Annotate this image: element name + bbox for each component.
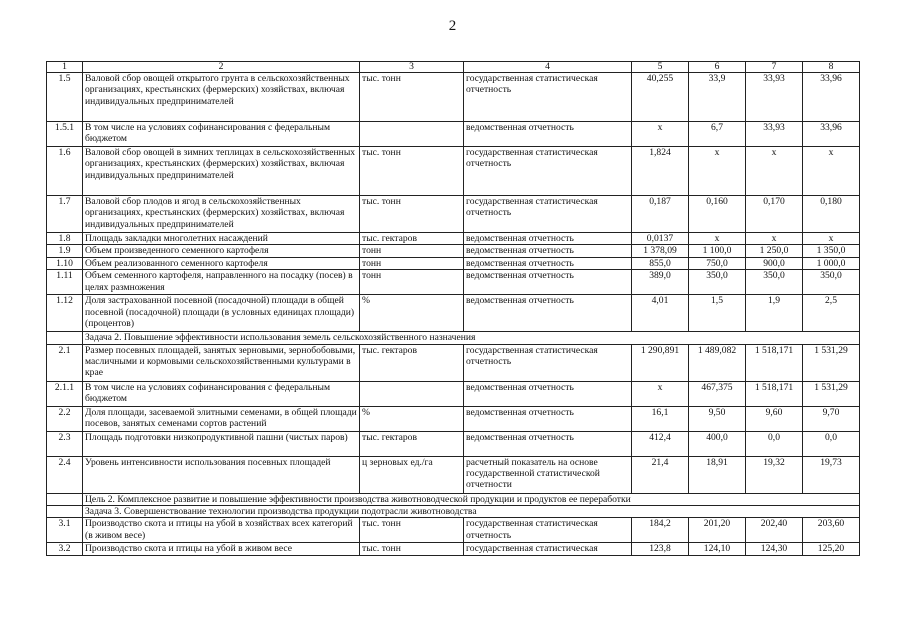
table-row [47, 196, 860, 233]
unit-cell [360, 122, 464, 147]
value-2019: 184,2 [632, 518, 689, 543]
header-cell: 1 [47, 62, 83, 73]
source-cell: ведомственная отчетность [464, 245, 632, 257]
row-number: 3.1 [47, 518, 83, 543]
source-cell: ведомственная отчетность [464, 431, 632, 456]
section-num-cell [47, 506, 83, 518]
table-row [47, 73, 860, 122]
table-row [47, 233, 860, 245]
value-2021: 33,93 [746, 122, 803, 147]
section-title: Задача 2. Повышение эффективности использования земель сельскохозяйственного назначения [83, 332, 860, 344]
value-2022: 33,96 [803, 73, 860, 122]
source-cell: ведомственная отчетность [464, 295, 632, 332]
section-row [47, 332, 860, 344]
row-number: 1.7 [47, 196, 83, 233]
value-2021: 1 518,171 [746, 344, 803, 381]
table-row [47, 245, 860, 257]
source-cell: государственная статистическая отчетность [464, 344, 632, 381]
value-2019: 4,01 [632, 295, 689, 332]
value-2022: 33,96 [803, 122, 860, 147]
unit-cell: тыс. тонн [360, 518, 464, 543]
table-row [47, 295, 860, 332]
header-cell: 7 [746, 62, 803, 73]
value-2022: 0,180 [803, 196, 860, 233]
value-2020: 1 489,082 [689, 344, 746, 381]
indicator-name: Валовой сбор овощей в зимних теплицах в сельскохозяйственных организациях, крестьянских (фермерских) хозяйствах, включая индивидуальных предпринимателей [83, 147, 360, 196]
table-row [47, 147, 860, 196]
indicator-name: Объем произведенного семенного картофеля [83, 245, 360, 257]
value-2019: 412,4 [632, 431, 689, 456]
value-2022: 2,5 [803, 295, 860, 332]
header-cell: 2 [83, 62, 360, 73]
table-row [47, 406, 860, 431]
value-2021: 1 250,0 [746, 245, 803, 257]
table-row [47, 257, 860, 269]
row-number: 1.5.1 [47, 122, 83, 147]
header-cell: 5 [632, 62, 689, 73]
value-2019: 1 378,09 [632, 245, 689, 257]
value-2020: 6,7 [689, 122, 746, 147]
row-number: 3.2 [47, 543, 83, 555]
indicator-name: В том числе на условиях софинансирования с федеральным бюджетом [83, 122, 360, 147]
row-number: 1.5 [47, 73, 83, 122]
value-2020: 18,91 [689, 456, 746, 493]
unit-cell: тонн [360, 257, 464, 269]
header-cell: 3 [360, 62, 464, 73]
value-2019: 0,0137 [632, 233, 689, 245]
unit-cell: % [360, 295, 464, 332]
value-2019: 389,0 [632, 270, 689, 295]
value-2022: 350,0 [803, 270, 860, 295]
indicator-name: Площадь подготовки низкопродуктивной пашни (чистых паров) [83, 431, 360, 456]
value-2022: 1 531,29 [803, 381, 860, 406]
value-2019: 1,824 [632, 147, 689, 196]
value-2021: x [746, 233, 803, 245]
value-2020: 9,50 [689, 406, 746, 431]
unit-cell: тонн [360, 245, 464, 257]
value-2022: 19,73 [803, 456, 860, 493]
value-2019: 40,255 [632, 73, 689, 122]
value-2021: 900,0 [746, 257, 803, 269]
row-number: 2.4 [47, 456, 83, 493]
value-2022: 125,20 [803, 543, 860, 555]
value-2020: x [689, 147, 746, 196]
indicator-name: Доля застрахованной посевной (посадочной) площади в общей посевной (посадочной) площади (в условных единицах площади) (процентов) [83, 295, 360, 332]
table-row [47, 431, 860, 456]
indicators-table [46, 61, 860, 556]
source-cell: ведомственная отчетность [464, 270, 632, 295]
value-2021: 0,170 [746, 196, 803, 233]
value-2021: 0,0 [746, 431, 803, 456]
indicator-name: Уровень интенсивности использования посевных площадей [83, 456, 360, 493]
indicator-name: Производство скота и птицы на убой в хозяйствах всех категорий (в живом весе) [83, 518, 360, 543]
row-number: 2.1.1 [47, 381, 83, 406]
unit-cell: тыс. тонн [360, 73, 464, 122]
value-2022: x [803, 233, 860, 245]
value-2019: 0,187 [632, 196, 689, 233]
value-2021: 1,9 [746, 295, 803, 332]
table-row [47, 381, 860, 406]
indicator-name: Площадь закладки многолетних насаждений [83, 233, 360, 245]
row-number: 1.9 [47, 245, 83, 257]
source-cell: ведомственная отчетность [464, 381, 632, 406]
value-2020: 467,375 [689, 381, 746, 406]
section-row [47, 493, 860, 505]
unit-cell [360, 381, 464, 406]
value-2020: 33,9 [689, 73, 746, 122]
value-2019: x [632, 122, 689, 147]
unit-cell: ц зерновых ед./га [360, 456, 464, 493]
table-row [47, 543, 860, 555]
indicator-name: Доля площади, засеваемой элитными семенами, в общей площади посевов, занятых семенами сортов растений [83, 406, 360, 431]
table-row [47, 344, 860, 381]
source-cell: государственная статистическая отчетность [464, 196, 632, 233]
indicator-name: В том числе на условиях софинансирования с федеральным бюджетом [83, 381, 360, 406]
row-number: 2.3 [47, 431, 83, 456]
row-number: 1.8 [47, 233, 83, 245]
unit-cell: тыс. тонн [360, 543, 464, 555]
row-number: 1.12 [47, 295, 83, 332]
section-title: Цель 2. Комплексное развитие и повышение эффективности производства животноводческой продукции и продуктов ее переработки [83, 493, 860, 505]
table-row [47, 456, 860, 493]
row-number: 1.10 [47, 257, 83, 269]
value-2021: 19,32 [746, 456, 803, 493]
indicator-name: Валовой сбор плодов и ягод в сельскохозяйственных организациях, крестьянских (фермерских) хозяйствах, включая индивидуальных предпринимателей [83, 196, 360, 233]
value-2021: x [746, 147, 803, 196]
source-cell: государственная статистическая [464, 543, 632, 555]
value-2022: 1 350,0 [803, 245, 860, 257]
value-2019: 123,8 [632, 543, 689, 555]
indicator-name: Производство скота и птицы на убой в живом весе [83, 543, 360, 555]
unit-cell: тыс. гектаров [360, 233, 464, 245]
row-number: 2.1 [47, 344, 83, 381]
unit-cell: тыс. гектаров [360, 431, 464, 456]
header-cell: 4 [464, 62, 632, 73]
value-2019: 16,1 [632, 406, 689, 431]
value-2020: 750,0 [689, 257, 746, 269]
value-2022: x [803, 147, 860, 196]
table-row [47, 122, 860, 147]
value-2019: x [632, 381, 689, 406]
header-cell: 6 [689, 62, 746, 73]
value-2021: 202,40 [746, 518, 803, 543]
source-cell: государственная статистическая отчетность [464, 147, 632, 196]
value-2020: 1,5 [689, 295, 746, 332]
unit-cell: тыс. тонн [360, 147, 464, 196]
indicator-name: Объем реализованного семенного картофеля [83, 257, 360, 269]
unit-cell: тонн [360, 270, 464, 295]
page-number: 2 [448, 18, 457, 34]
section-num-cell [47, 332, 83, 344]
unit-cell: тыс. гектаров [360, 344, 464, 381]
value-2020: 201,20 [689, 518, 746, 543]
source-cell: государственная статистическая отчетность [464, 518, 632, 543]
indicator-name: Размер посевных площадей, занятых зерновыми, зернобобовыми, масличными и кормовыми сельскохозяйственными культурами в крае [83, 344, 360, 381]
table-row [47, 518, 860, 543]
value-2020: 0,160 [689, 196, 746, 233]
section-num-cell [47, 493, 83, 505]
source-cell: ведомственная отчетность [464, 257, 632, 269]
value-2021: 124,30 [746, 543, 803, 555]
source-cell: расчетный показатель на основе государственной статистической отчетности [464, 456, 632, 493]
value-2020: 350,0 [689, 270, 746, 295]
value-2022: 1 531,29 [803, 344, 860, 381]
value-2019: 21,4 [632, 456, 689, 493]
section-row [47, 506, 860, 518]
value-2021: 33,93 [746, 73, 803, 122]
source-cell: ведомственная отчетность [464, 122, 632, 147]
value-2022: 1 000,0 [803, 257, 860, 269]
value-2021: 350,0 [746, 270, 803, 295]
source-cell: государственная статистическая отчетность [464, 73, 632, 122]
value-2022: 203,60 [803, 518, 860, 543]
value-2020: 400,0 [689, 431, 746, 456]
indicator-name: Объем семенного картофеля, направленного на посадку (посев) в целях размножения [83, 270, 360, 295]
unit-cell: % [360, 406, 464, 431]
value-2022: 9,70 [803, 406, 860, 431]
row-number: 1.11 [47, 270, 83, 295]
header-cell: 8 [803, 62, 860, 73]
value-2022: 0,0 [803, 431, 860, 456]
value-2020: x [689, 233, 746, 245]
unit-cell: тыс. тонн [360, 196, 464, 233]
source-cell: ведомственная отчетность [464, 406, 632, 431]
value-2020: 124,10 [689, 543, 746, 555]
value-2020: 1 100,0 [689, 245, 746, 257]
row-number: 1.6 [47, 147, 83, 196]
section-title: Задача 3. Совершенствование технологии производства продукции подотрасли животноводства [83, 506, 860, 518]
header-row [47, 62, 860, 73]
value-2021: 9,60 [746, 406, 803, 431]
value-2019: 855,0 [632, 257, 689, 269]
indicator-name: Валовой сбор овощей открытого грунта в сельскохозяйственных организациях, крестьянских (фермерских) хозяйствах, включая индивидуальных предпринимателей [83, 73, 360, 122]
source-cell: ведомственная отчетность [464, 233, 632, 245]
table-row [47, 270, 860, 295]
row-number: 2.2 [47, 406, 83, 431]
value-2021: 1 518,171 [746, 381, 803, 406]
value-2019: 1 290,891 [632, 344, 689, 381]
